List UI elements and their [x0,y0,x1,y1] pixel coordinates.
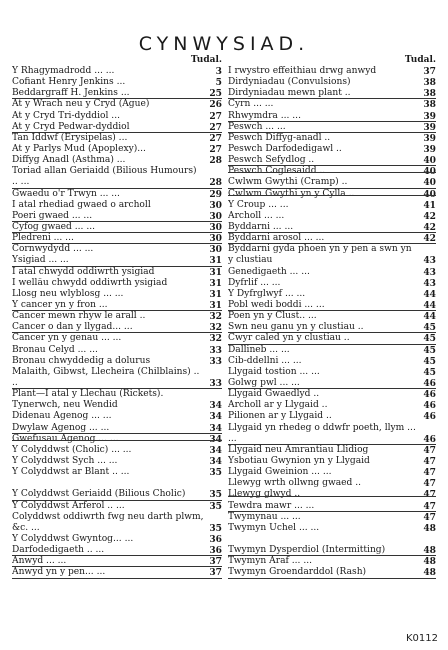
entry-page-number: 41 [423,199,436,211]
entry-page-number: 48 [423,567,436,579]
entry-title: Golwg pwl ... ... [228,377,300,388]
contents-entry [228,311,436,322]
entry-page-number: 47 [423,444,436,456]
entry-page-number: 36 [209,545,222,557]
contents-entry [12,445,222,456]
contents-entry [228,222,436,233]
entry-page-number: 37 [423,66,436,77]
contents-entry [12,423,222,434]
entry-page-number: 40 [423,188,436,200]
contents-entry [228,423,436,445]
contents-entry [228,556,436,567]
entry-title: Byddarni arosol ... ... [228,233,325,244]
entry-page-number: 31 [209,266,222,278]
entry-page-number: 34 [209,422,222,434]
contents-entry [12,311,222,322]
contents-entry [228,233,436,244]
entry-title: Llosg neu wlyblosg ... ... [12,288,124,299]
entry-title: Dirdyniadau (Convulsions) [228,77,351,88]
entry-title: Twymyn Araf ... ... [228,556,312,567]
entry-title: At y Wrach neu y Cryd (Ague) [12,99,150,110]
contents-entry [12,166,222,188]
contents-entry [228,378,436,389]
entry-page-number: 47 [423,478,436,490]
entry-title: Y Colyddwst Geriaidd (Bilious Cholic) [12,489,186,500]
entry-title: Ysigiad ... ... [12,255,69,266]
entry-page-number: 36 [209,533,222,545]
entry-page-number: 45 [423,333,436,345]
entry-page-number: 33 [209,355,222,367]
entry-page-number: 3 [215,66,222,77]
entry-title: At y Parlys Mud (Apoplexy)... [12,143,146,154]
contents-entry [228,411,436,422]
column-header-tudal: Tudal. [404,55,436,65]
contents-entry [12,133,222,144]
entry-page-number: 34 [209,455,222,467]
entry-page-number: 33 [209,377,222,389]
contents-entry [228,244,436,266]
entry-title: Plant—I atal y Llechau (Rickets). Tynerwch, neu Wendid [12,389,164,411]
entry-page-number: 38 [423,99,436,111]
entry-title: Bronau chwyddedig a dolurus [12,355,151,366]
contents-entry [228,133,436,144]
entry-page-number: 47 [423,511,436,523]
contents-entry [12,111,222,122]
entry-page-number: 25 [209,88,222,100]
entry-title: Cancer yn y genau ... ... [12,333,122,344]
contents-entry [12,300,222,311]
entry-page-number: 32 [209,322,222,334]
entry-title: Y Croup ... ... [228,199,289,210]
entry-title: Llygaid Gwaedlyd .. [228,389,320,400]
entry-title: Ysbotiau Gwynion yn y Llygaid [228,455,370,466]
entry-title: Tan Iddwf (Erysipelas) ... [12,132,128,143]
contents-entry [12,567,222,578]
entry-page-number: 39 [423,121,436,133]
entry-page-number: 28 [209,177,222,189]
contents-entry [12,144,222,155]
contents-entry [228,467,436,478]
entry-title: Beddargraff H. Jenkins ... [12,88,130,99]
entry-title: Twymyn Dysperdiol (Intermitting) [228,545,386,556]
entry-page-number: 45 [423,344,436,356]
entry-title: Llewyg glwyd .. [228,489,301,500]
contents-entry [228,111,436,122]
contents-entry [228,189,436,200]
contents-entry [12,356,222,367]
entry-page-number: 43 [423,255,436,267]
entry-title: Dwylaw Agenog ... ... [12,422,110,433]
entry-title: Toriad allan Geriaidd (Bilious Humours) .. ... [12,166,197,188]
entry-page-number: 30 [209,244,222,256]
contents-entry [12,189,222,200]
contents-entry [228,389,436,400]
entry-title: Llewyg wrth ollwng gwaed .. [228,478,362,489]
contents-entry [12,255,222,266]
entry-title: Gwefusau Agenog ... ... [12,433,119,444]
contents-entry [228,534,436,556]
contents-entry [12,88,222,99]
entry-title: Archoll ar y Llygaid .. [228,400,328,411]
contents-entry [12,155,222,166]
entry-title: Cwlwm Gwythi yn y Cylla .. [228,188,355,199]
entry-page-number: 35 [209,489,222,501]
contents-entry [228,99,436,110]
contents-entry [12,233,222,244]
contents-entry [228,144,436,155]
entry-page-number: 48 [423,556,436,568]
contents-entry [12,211,222,222]
entry-page-number: 47 [423,489,436,501]
contents-entry [228,177,436,188]
entry-page-number: 44 [423,299,436,311]
entry-page-number: 43 [423,266,436,278]
entry-page-number: 42 [423,210,436,222]
entry-title: Cofiant Henry Jenkins ... [12,77,126,88]
entry-page-number: 39 [423,132,436,144]
entry-title: Archoll ... ... [228,210,285,221]
entry-page-number: 33 [209,344,222,356]
entry-title: Peswch Diffyg-anadl .. [228,132,331,143]
entry-page-number: 35 [209,522,222,534]
entry-page-number: 47 [423,467,436,479]
contents-entry [228,456,436,467]
entry-title: Colyddwst oddiwrth fwg neu darth plwm, &c. ... [12,511,204,533]
entry-page-number: 35 [209,500,222,512]
contents-entry [228,66,436,77]
entry-page-number: 37 [209,567,222,579]
contents-entry [12,200,222,211]
entry-title: Diffyg Anadl (Asthma) ... [12,155,126,166]
page-title: CYNWYSIAD. [138,32,310,55]
entry-title: I rwystro effeithiau drwg anwyd [228,66,377,76]
entry-title: Pobl wedi boddi ... ... [228,299,325,310]
contents-entry [12,345,222,356]
entry-title: Tewdra mawr ... ... [228,500,315,511]
entry-title: Genedigaeth ... ... [228,266,310,277]
contents-entry [12,456,222,467]
entry-page-number: 30 [209,221,222,233]
entry-page-number: 35 [209,467,222,479]
contents-entry [12,478,222,500]
contents-column-left [12,55,222,579]
contents-entry [228,88,436,99]
entry-title: Y Colyddwst Gwyntog... ... [12,533,134,544]
entry-title: Cwlwm Gwythi (Cramp) .. [228,177,348,188]
contents-entry [228,489,436,500]
entry-page-number: 46 [423,377,436,389]
contents-entry [228,333,436,344]
contents-entry [12,367,222,389]
entry-page-number: 39 [423,143,436,155]
contents-entry [12,289,222,300]
contents-entry [12,66,222,77]
contents-entry [228,166,436,177]
entry-page-number: 37 [209,556,222,568]
contents-entry [12,411,222,422]
entry-page-number: 47 [423,455,436,467]
entry-page-number: 27 [209,143,222,155]
contents-entry [228,122,436,133]
entry-page-number: 27 [209,110,222,122]
entry-title: Twymyn Uchel ... ... [228,522,320,533]
contents-entry [228,356,436,367]
contents-entry [228,400,436,411]
entry-page-number: 39 [423,110,436,122]
entry-title: Rhwymdra ... ... [228,110,301,121]
entry-page-number: 40 [423,177,436,189]
entry-title: Y Colyddwst Arferol .. ... [12,500,125,511]
entry-page-number: 31 [209,288,222,300]
contents-entry [228,300,436,311]
entry-page-number: 34 [209,411,222,423]
contents-entry [228,267,436,278]
entry-title: Cwyr caled yn y clustiau .. [228,333,350,344]
entry-page-number: 48 [423,545,436,557]
entry-title: I atal chwydd oddiwrth ysigiad [12,266,155,277]
entry-title: I atal rhediad gwaed o archoll [12,199,151,210]
entry-title: Poeri gwaed ... ... [12,210,93,221]
entry-page-number: 46 [423,389,436,401]
entry-page-number: 34 [209,433,222,445]
entry-page-number: 45 [423,355,436,367]
entry-title: Byddarni ... ... [228,221,294,232]
entry-title: Peswch Darfodedigawl .. [228,143,342,154]
entry-page-number: 42 [423,221,436,233]
entry-page-number: 5 [215,77,222,89]
contents-entry [228,77,436,88]
contents-entry [228,211,436,222]
entry-page-number: 34 [209,400,222,412]
entry-page-number: 34 [209,444,222,456]
entry-page-number: 40 [423,155,436,167]
contents-entry [228,155,436,166]
entry-page-number: 32 [209,333,222,345]
entry-title: Swn neu ganu yn y clustiau .. [228,322,364,333]
contents-entry [228,445,436,456]
entry-title: Darfodedigaeth .. ... [12,545,105,556]
contents-entry [228,322,436,333]
entry-page-number: 31 [209,255,222,267]
entry-title: Peswch Coglesaidd .. [228,166,326,177]
entry-page-number: 46 [423,433,436,445]
entry-title: Llygaid yn rhedeg o ddwfr poeth, llym ... ... [228,422,416,444]
contents-entry [12,77,222,88]
contents-entry [12,322,222,333]
entry-page-number: 40 [423,166,436,178]
entry-page-number: 30 [209,210,222,222]
entry-title: Cyfog gwaed ... ... [12,221,96,232]
entry-title: Anwyd yn y pen... ... [12,567,106,578]
contents-entry [12,333,222,344]
contents-entry [228,501,436,512]
entry-page-number: 28 [209,155,222,167]
contents-entry [228,478,436,489]
entry-title: Y Colyddwst Sych ... ... [12,455,118,466]
entry-title: Cyrn ... ... [228,99,274,110]
contents-entry [228,367,436,378]
entry-title: Cancer mewn rhyw le arall .. [12,311,146,322]
entry-page-number: 26 [209,99,222,111]
entry-title: Y Dyfrglwyf ... ... [228,288,306,299]
entry-title: Peswch Sefydlog .. [228,155,315,166]
contents-column-right [228,55,436,579]
contents-entry [228,200,436,211]
entry-page-number: 38 [423,77,436,89]
entry-title: Y Rhagymadrodd ... ... [12,66,115,76]
entry-page-number: 46 [423,411,436,423]
contents-entry [12,267,222,278]
contents-entry [12,501,222,512]
entry-title: Pilionen ar y Llygaid .. [228,411,332,422]
entry-title: Dyfrlif ... ... [228,277,281,288]
entry-page-number: 30 [209,233,222,245]
entry-title: Cancer o dan y llygad... ... [12,322,133,333]
entry-title: Pledreni ... ... [12,233,74,244]
entry-page-number: 45 [423,322,436,334]
contents-entry [228,289,436,300]
entry-title: Dirdyniadau mewn plant .. [228,88,351,99]
entry-title: At y Cryd Tri-dyddiol ... [12,110,120,121]
entry-title: Bronau Celyd ... ... [12,344,98,355]
entry-title: Malaith, Gibwst, Llecheira (Chilblains) .. .. [12,366,200,388]
entry-title: Poen yn y Clust.. ... [228,311,317,322]
contents-entry [12,556,222,567]
entry-title: Anwyd ... ... [12,556,67,567]
contents-entry [12,434,222,445]
entry-title: Y cancer yn y fron ... [12,299,108,310]
entry-page-number: 32 [209,311,222,323]
entry-page-number: 44 [423,288,436,300]
entry-page-number: 27 [209,132,222,144]
entry-title: Dallineb ... ... [228,344,290,355]
contents-entry [12,534,222,545]
entry-page-number: 47 [423,500,436,512]
contents-entry [12,512,222,534]
entry-page-number: 31 [209,299,222,311]
column-header-tudal: Tudal. [190,55,222,65]
entry-page-number: 42 [423,233,436,245]
entry-title: Cib-ddellni ... ... [228,355,302,366]
contents-entry [228,345,436,356]
entry-title: Llygaid neu Amrantiau Llidiog [228,444,369,455]
entry-page-number: 30 [209,199,222,211]
contents-entry [12,467,222,478]
entry-title: Y Colyddwst ar Blant .. ... [12,467,130,478]
entry-page-number: 43 [423,277,436,289]
entry-title: Y Colyddwst (Cholic) ... ... [12,444,132,455]
entry-title: Llygaid Gweinion ... ... [228,467,332,478]
contents-entry [228,523,436,534]
entry-title: Twymyn Groendarddol (Rash) [228,567,367,578]
entry-title: Cornwydydd ... ... [12,244,94,255]
entry-title: Twymynau ... ... [228,511,301,522]
entry-page-number: 48 [423,522,436,534]
entry-page-number: 31 [209,277,222,289]
entry-title: Peswch ... ... [228,121,286,132]
contents-entry [12,389,222,411]
entry-title: I wellâu chwydd oddiwrth ysigiad [12,277,168,288]
entry-title: Byddarni gyda phoen yn y pen a swn yn y clustiau [228,244,412,266]
entry-page-number: 29 [209,188,222,200]
contents-entry [12,122,222,133]
contents-entry [12,99,222,110]
entry-title: Gwaedu o'r Trwyn ... ... [12,188,120,199]
contents-entry [12,222,222,233]
contents-entry [12,278,222,289]
contents-entry [228,567,436,578]
entry-page-number: 44 [423,311,436,323]
entry-title: At y Cryd Pedwar-dyddiol [12,121,130,132]
contents-entry [228,278,436,289]
entry-title: Llygaid tostion ... ... [228,366,320,377]
catalogue-stamp: K0112 [405,633,438,644]
entry-page-number: 46 [423,400,436,412]
entry-page-number: 27 [209,121,222,133]
entry-page-number: 45 [423,366,436,378]
contents-entry [12,545,222,556]
contents-entry [12,244,222,255]
entry-page-number: 38 [423,88,436,100]
entry-title: Didenau Agenog ... ... [12,411,112,422]
contents-entry [228,512,436,523]
